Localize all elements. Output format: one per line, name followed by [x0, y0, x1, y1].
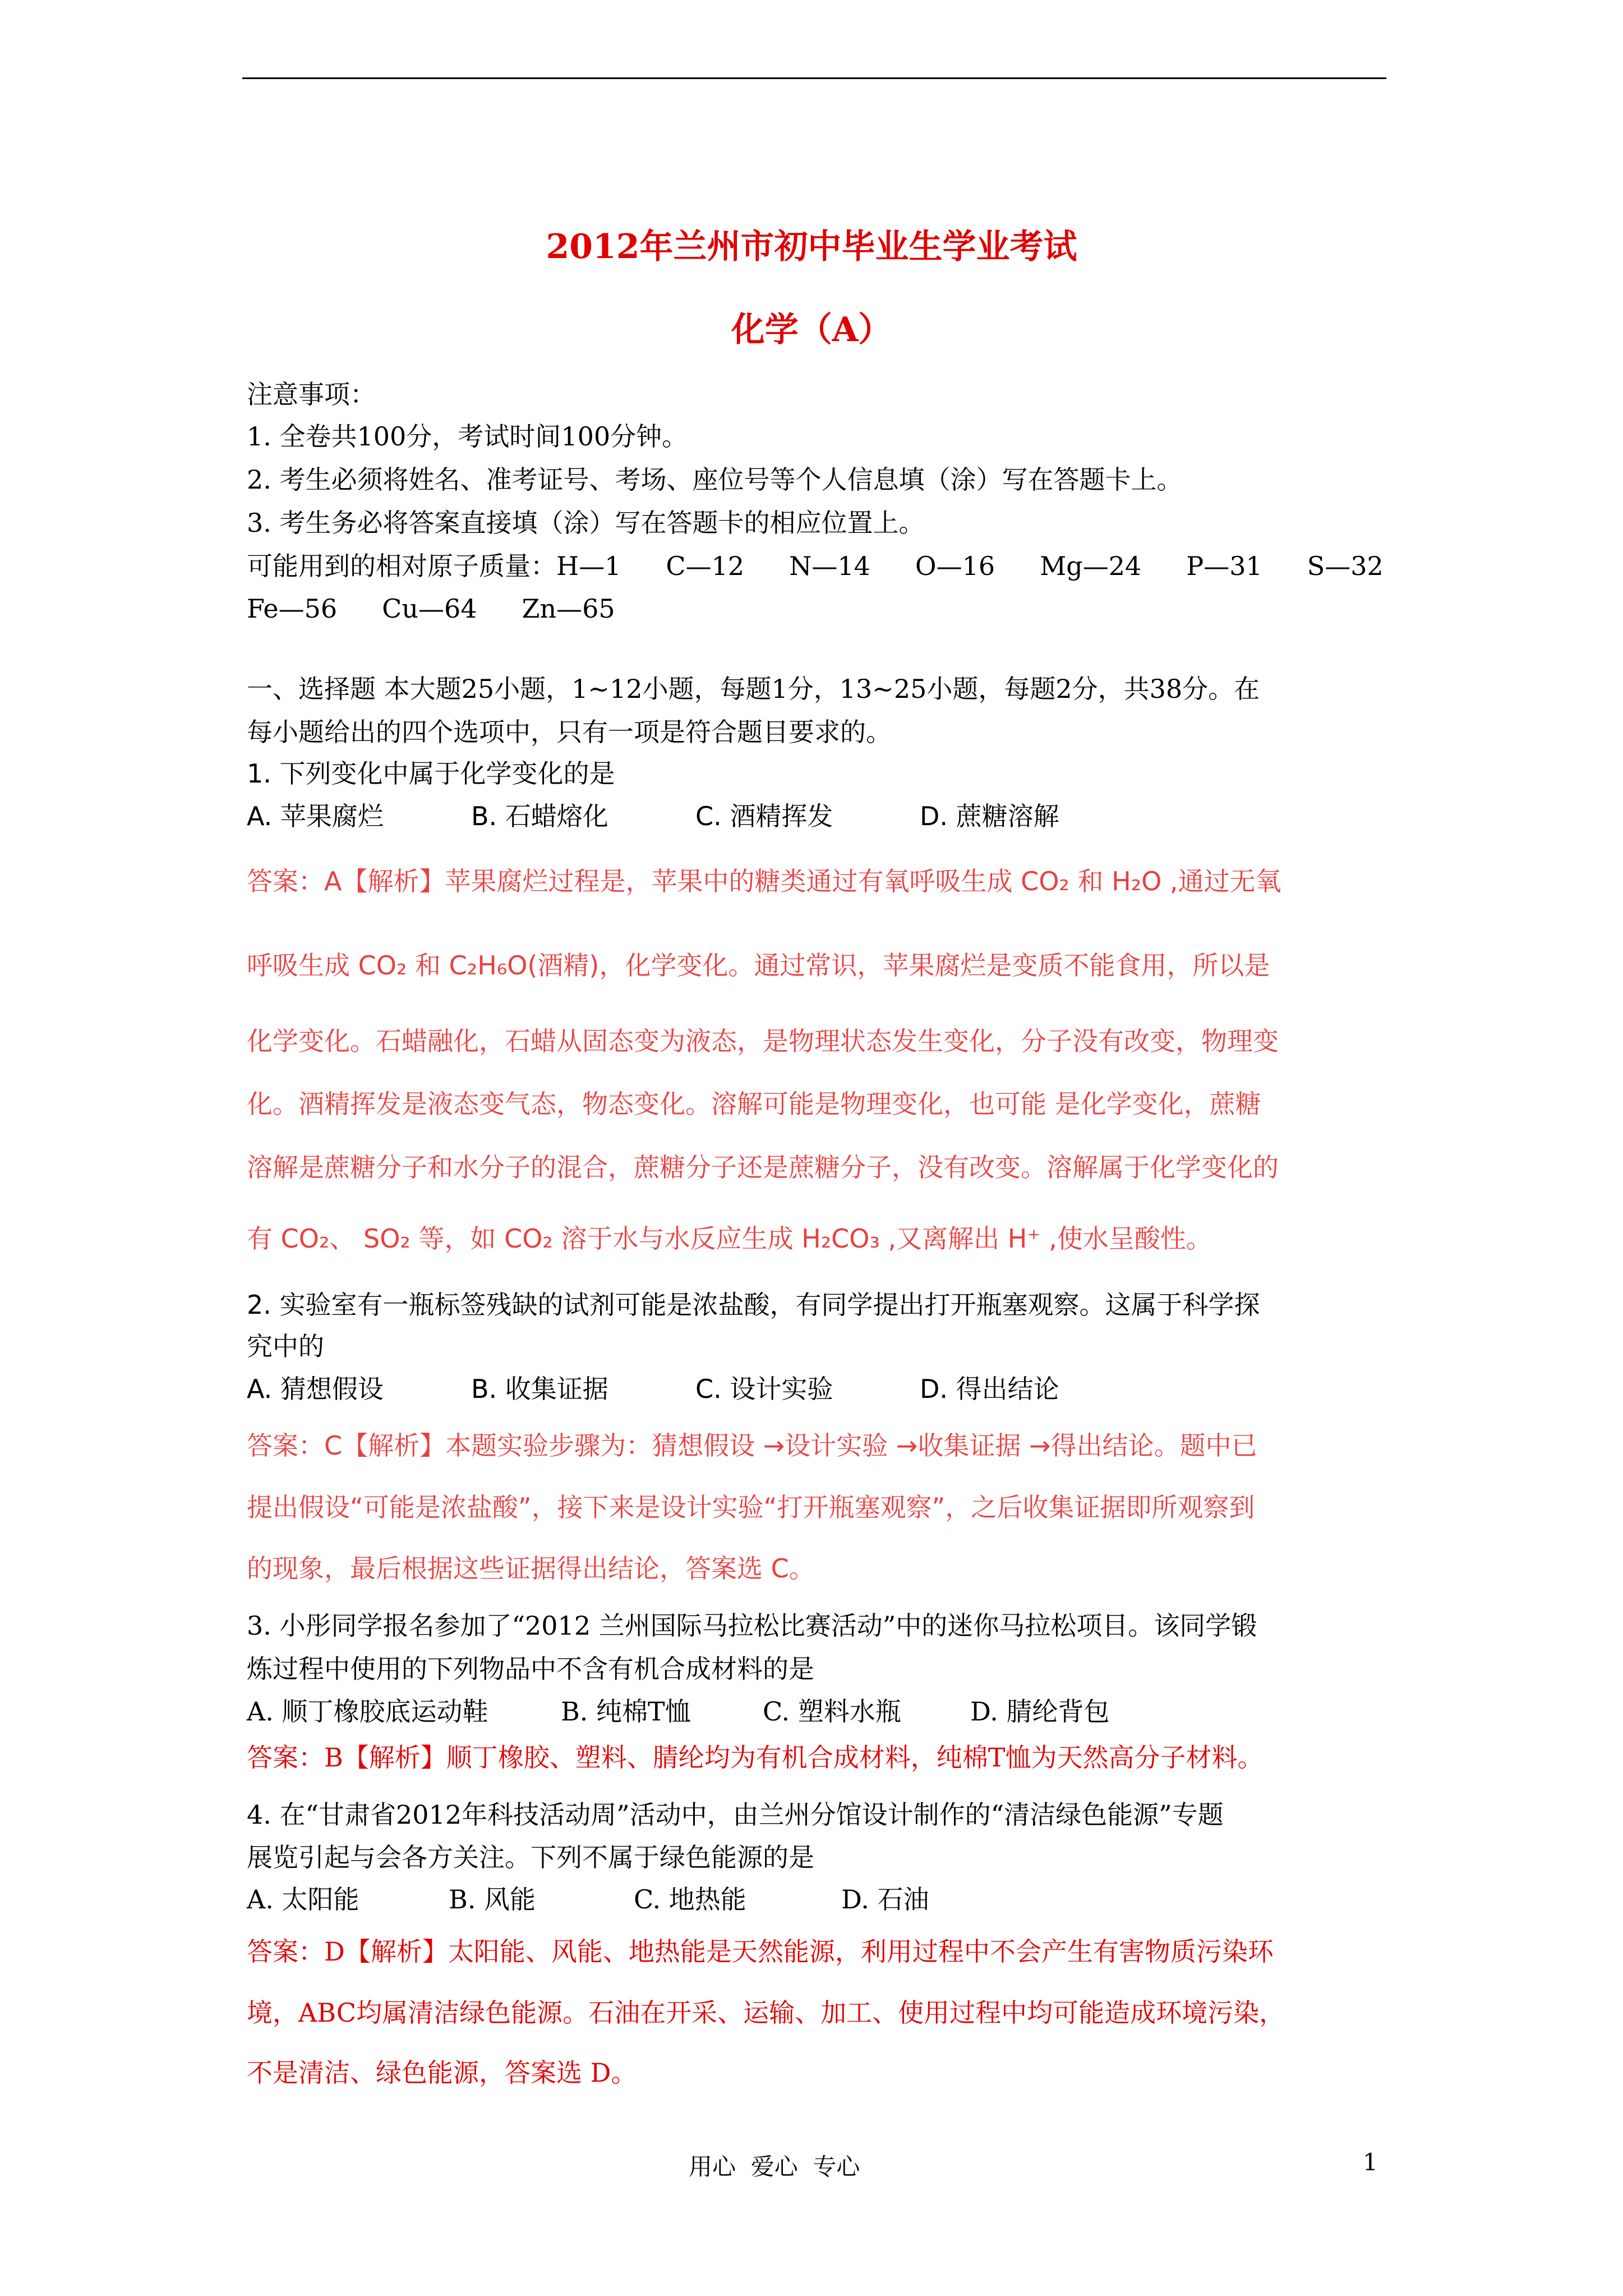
option-d: D. 石油: [841, 1884, 929, 1915]
option-c: C. 酒精挥发: [695, 801, 833, 831]
answer-line: 呼吸生成 CO₂ 和 C₂H₆O(酒精)，化学变化。通过常识，苹果腐烂是变质不能食用，所以是: [247, 950, 1270, 981]
option-c: C. 塑料水瓶: [763, 1696, 901, 1727]
footer-motto: 用心 爱心 专心: [689, 2153, 860, 2180]
question-options: [247, 803, 1059, 829]
answer-line: 不是清洁、绿色能源，答案选 D。: [247, 2058, 637, 2088]
answer-line: 答案：D【解析】太阳能、风能、地热能是天然能源，利用过程中不会产生有害物质污染环: [247, 1936, 1274, 1967]
answer-line: 答案：C【解析】本题实验步骤为：猜想假设 →设计实验 →收集证据 →得出结论。题中已: [247, 1430, 1257, 1461]
notice-heading: 注意事项：: [247, 379, 376, 409]
question-options: [247, 1376, 1059, 1402]
option-b: B. 风能: [449, 1884, 536, 1915]
answer-line: 答案：A【解析】苹果腐烂过程是，苹果中的糖类通过有氧呼吸生成 CO₂ 和 H₂O ,通过无氧: [247, 866, 1281, 896]
option-a: A. 苹果腐烂: [247, 801, 384, 831]
page-number: 1: [1363, 2148, 1378, 2176]
option-b: B. 纯棉T恤: [561, 1696, 691, 1727]
section-intro: 每小题给出的四个选项中，只有一项是符合题目要求的。: [247, 717, 892, 747]
answer-line: 溶解是蔗糖分子和水分子的混合，蔗糖分子还是蔗糖分子，没有改变。溶解属于化学变化的: [247, 1152, 1279, 1182]
atomic-mass-label: 可能用到的相对原子质量：: [247, 551, 556, 581]
answer-line: 的现象，最后根据这些证据得出结论，答案选 C。: [247, 1553, 815, 1584]
question-stem: 炼过程中使用的下列物品中不含有机合成材料的是: [247, 1654, 814, 1684]
question-stem: 1. 下列变化中属于化学变化的是: [247, 758, 615, 789]
atomic-mass: Zn—65: [522, 593, 615, 624]
atomic-mass-row: [247, 553, 1384, 579]
atomic-mass: Fe—56: [247, 593, 338, 624]
exam-title: 2012年兰州市初中毕业生学业考试: [546, 227, 1077, 266]
atomic-mass: C—12: [666, 551, 745, 581]
atomic-mass: H—1: [556, 551, 621, 581]
option-b: B. 石蜡熔化: [471, 801, 608, 831]
answer-line: 答案：B【解析】顺丁橡胶、塑料、腈纶均为有机合成材料，纯棉T恤为天然高分子材料。: [247, 1742, 1264, 1773]
question-stem: 展览引起与会各方关注。下列不属于绿色能源的是: [247, 1842, 814, 1872]
notice-item: 1. 全卷共100分，考试时间100分钟。: [247, 421, 688, 452]
header-rule: [242, 77, 1386, 79]
option-d: D. 腈纶背包: [970, 1696, 1110, 1727]
section-intro: 一、选择题 本大题25小题，1~12小题，每题1分，13~25小题，每题2分，共38分。在: [247, 674, 1260, 704]
answer-line: 化。酒精挥发是液态变气态，物态变化。溶解可能是物理变化，也可能 是化学变化，蔗糖: [247, 1089, 1261, 1119]
question-stem: 3. 小彤同学报名参加了“2012 兰州国际马拉松比赛活动”中的迷你马拉松项目。该同学锻: [247, 1611, 1257, 1641]
answer-line: 提出假设“可能是浓盐酸”，接下来是设计实验“打开瓶塞观察”，之后收集证据即所观察到: [247, 1492, 1255, 1522]
question-stem: 2. 实验室有一瓶标签残缺的试剂可能是浓盐酸，有同学提出打开瓶塞观察。这属于科学探: [247, 1290, 1260, 1320]
question-stem: 究中的: [247, 1331, 324, 1361]
atomic-mass: Mg—24: [1040, 551, 1142, 581]
option-d: D. 蔗糖溶解: [920, 801, 1059, 831]
atomic-mass: P—31: [1186, 551, 1262, 581]
option-c: C. 地热能: [634, 1884, 746, 1915]
exam-subtitle: 化学（A）: [731, 310, 892, 349]
atomic-mass: N—14: [789, 551, 870, 581]
option-a: A. 顺丁橡胶底运动鞋: [247, 1696, 488, 1727]
atomic-mass: O—16: [915, 551, 995, 581]
option-b: B. 收集证据: [471, 1374, 608, 1404]
notice-item: 2. 考生必须将姓名、准考证号、考场、座位号等个人信息填（涂）写在答题卡上。: [247, 464, 1183, 495]
answer-line: 境，ABC均属清洁绿色能源。石油在开采、运输、加工、使用过程中均可能造成环境污染，: [247, 1998, 1285, 2028]
notice-item: 3. 考生务必将答案直接填（涂）写在答题卡的相应位置上。: [247, 508, 925, 538]
answer-line: 有 CO₂、 SO₂ 等，如 CO₂ 溶于水与水反应生成 H₂CO₃ ,又离解出 H⁺ ,使水呈酸性。: [247, 1223, 1212, 1254]
question-stem: 4. 在“甘肃省2012年科技活动周”活动中，由兰州分馆设计制作的“清洁绿色能源”专题: [247, 1800, 1224, 1830]
atomic-mass: S—32: [1307, 551, 1384, 581]
option-d: D. 得出结论: [920, 1374, 1059, 1404]
option-c: C. 设计实验: [695, 1374, 833, 1404]
question-options: [247, 1884, 929, 1915]
atomic-mass: Cu—64: [382, 593, 477, 624]
question-options: [247, 1696, 1110, 1727]
option-a: A. 太阳能: [247, 1884, 359, 1915]
option-a: A. 猜想假设: [247, 1374, 384, 1404]
answer-line: 化学变化。石蜡融化，石蜡从固态变为液态，是物理状态发生变化，分子没有改变，物理变: [247, 1026, 1279, 1056]
atomic-mass-row: [247, 593, 615, 624]
